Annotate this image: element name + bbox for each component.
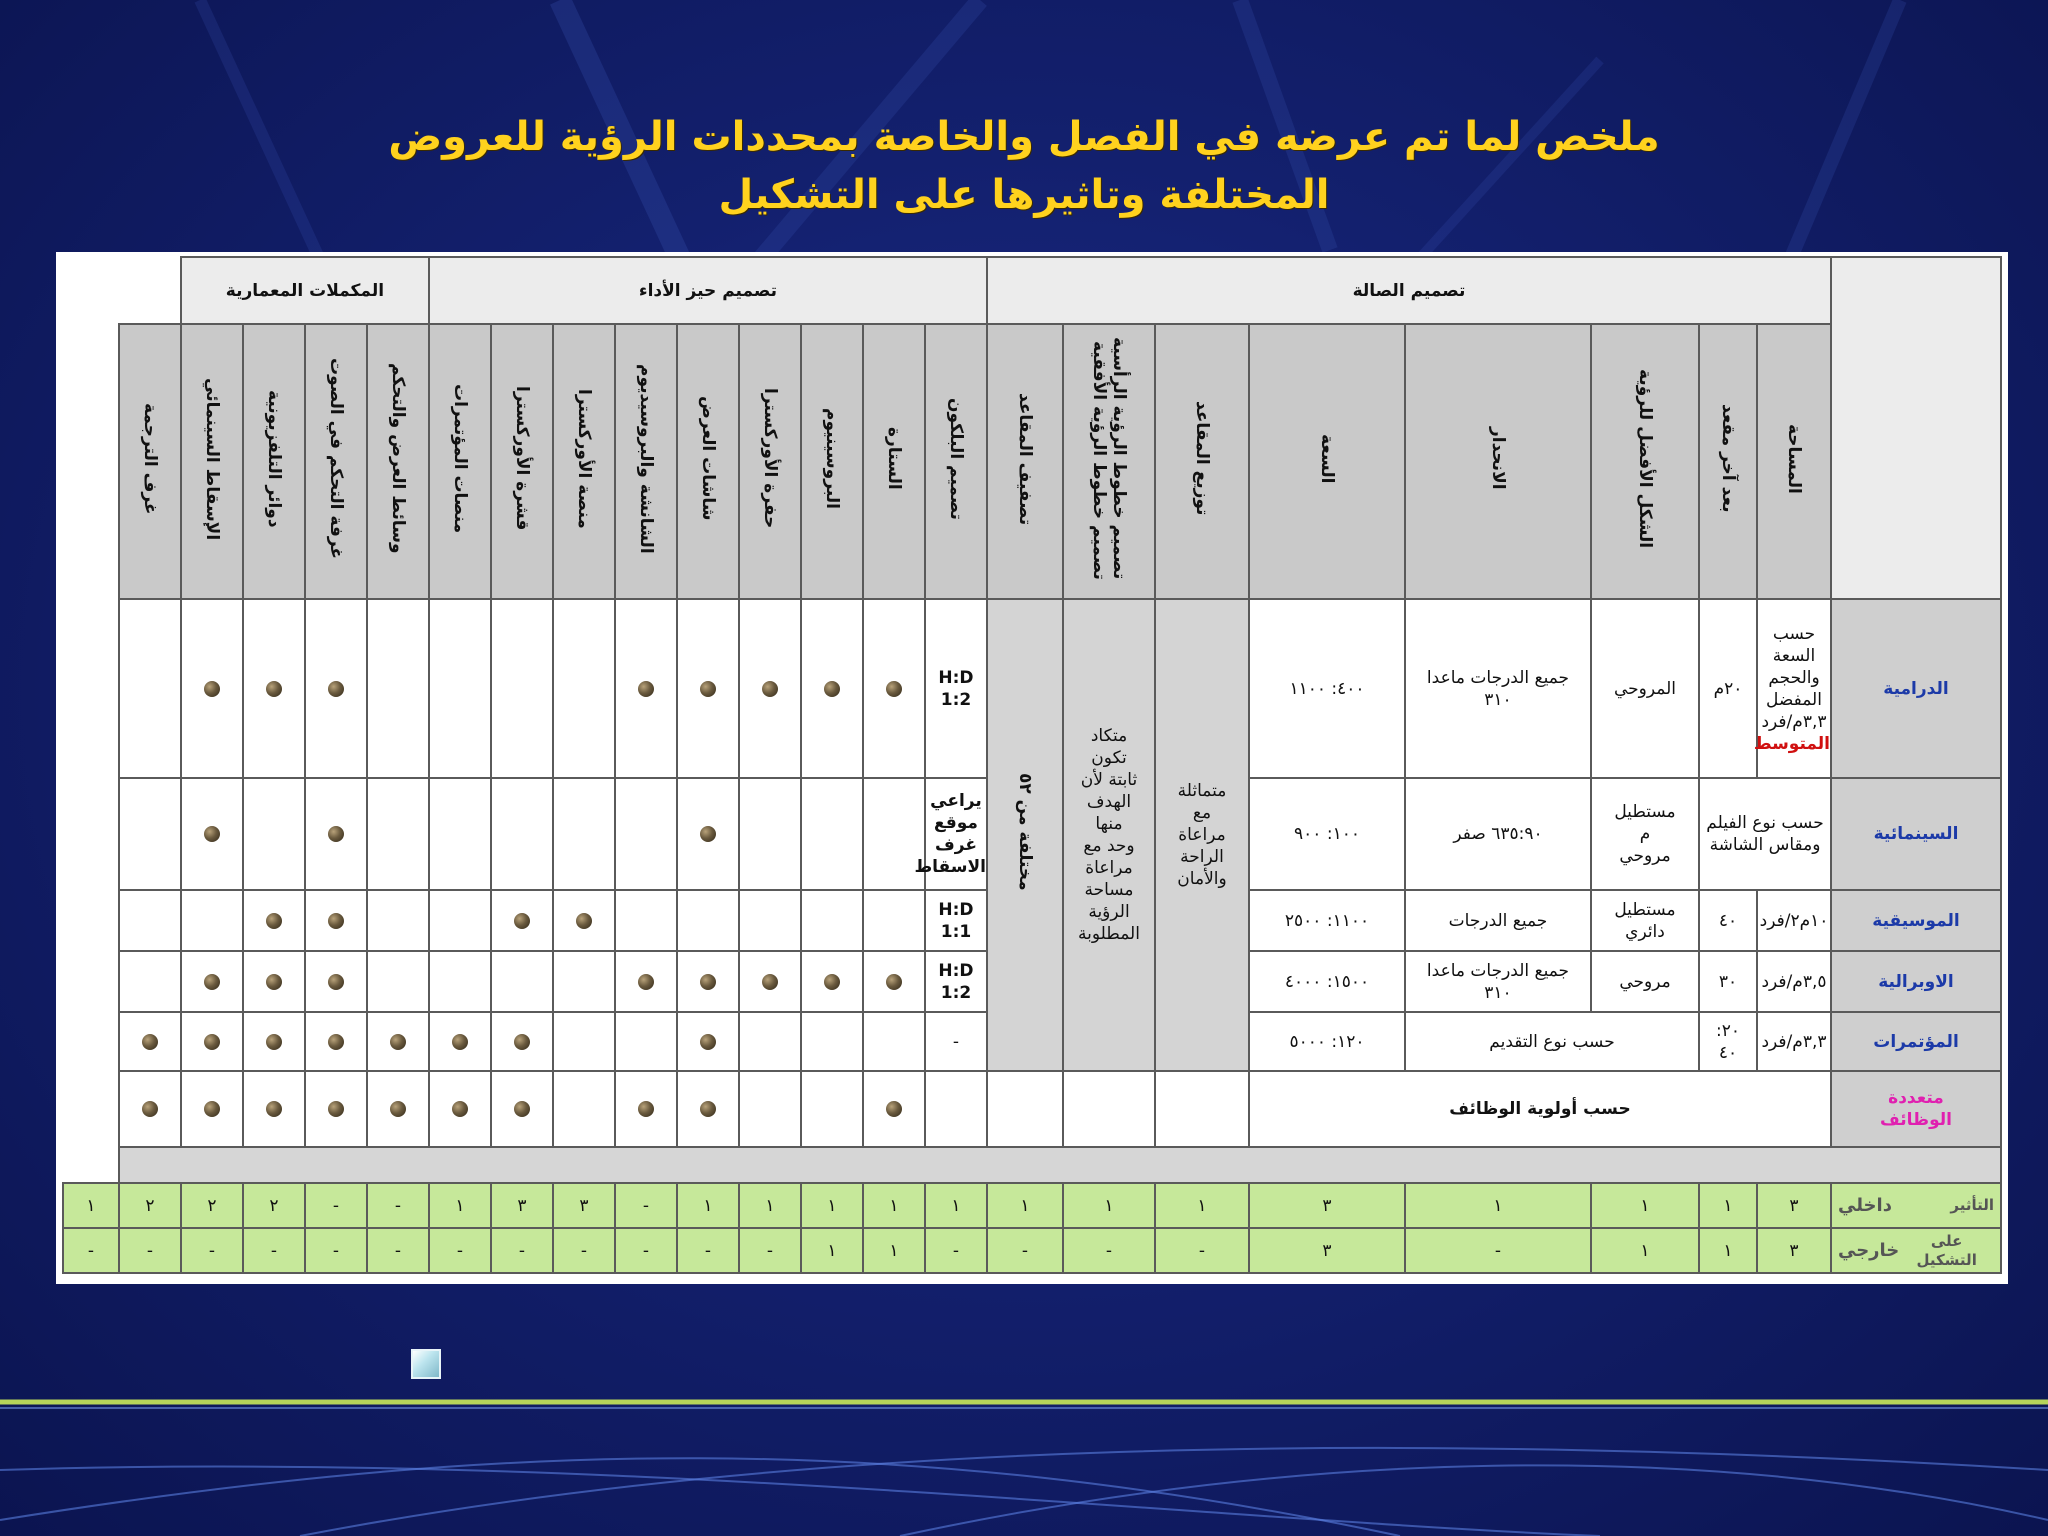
effect-external-cell: - <box>553 1228 615 1273</box>
drama-projection <box>181 599 243 778</box>
mark-dot <box>514 913 530 929</box>
effect-internal-cell: ٢ <box>181 1183 243 1228</box>
music-shape: مستطيل دائري <box>1591 890 1699 951</box>
header-media: وسائط العرض والتحكم <box>367 324 429 599</box>
mark-dot <box>266 974 282 990</box>
mark-dot <box>762 681 778 697</box>
slide-title-line2: المختلفة وتاثيرها على التشكيل <box>718 172 1330 218</box>
music-shell <box>491 890 553 951</box>
opera-platform <box>553 951 615 1012</box>
table-row-drama <box>63 599 2001 778</box>
mark-dot <box>204 1034 220 1050</box>
opera-tower <box>615 951 677 1012</box>
effect-external-cell: ٣ <box>1249 1228 1405 1273</box>
effect-internal-cell: ٣ <box>1757 1183 1831 1228</box>
header-control-room: غرفة التحكم في الصوت <box>305 324 367 599</box>
cinema-rostrum <box>429 778 491 890</box>
drama-proscenium <box>801 599 863 778</box>
header-tv: دوائر التلفزيونية <box>243 324 305 599</box>
multi-proscenium <box>801 1071 863 1146</box>
mark-dot <box>886 1101 902 1117</box>
header-seat-stagger: تصفيف المقاعد <box>987 324 1063 599</box>
mark-dot <box>638 681 654 697</box>
group-stage: تصميم حيز الأداء <box>429 257 987 324</box>
mark-dot <box>700 826 716 842</box>
cinema-projection <box>181 778 243 890</box>
mark-dot <box>328 826 344 842</box>
effect-internal-cell: ٢ <box>119 1183 181 1228</box>
cinema-orchestra-pit <box>739 778 801 890</box>
table-row-multi <box>63 1071 2001 1146</box>
effect-external-cell: - <box>181 1228 243 1273</box>
opera-screens <box>677 951 739 1012</box>
opera-orchestra-pit <box>739 951 801 1012</box>
mark-dot <box>638 1101 654 1117</box>
multi-media <box>367 1071 429 1146</box>
effect-internal-cell: - <box>367 1183 429 1228</box>
effect-internal-cell: ٢ <box>243 1183 305 1228</box>
mark-dot <box>266 681 282 697</box>
multi-platform <box>553 1071 615 1146</box>
conf-box: - <box>925 1012 987 1071</box>
slide-title <box>300 108 1748 224</box>
music-projection <box>181 890 243 951</box>
header-curtain: الستارة <box>863 324 925 599</box>
effect-external-cell: - <box>925 1228 987 1273</box>
cinema-control-room <box>305 778 367 890</box>
effect-external-cell: - <box>987 1228 1063 1273</box>
cinema-screens <box>677 778 739 890</box>
group-arch: المكملات المعمارية <box>181 257 429 324</box>
mark-dot <box>266 913 282 929</box>
conf-proscenium <box>801 1012 863 1071</box>
effect-label: التأثير <box>1950 1196 1994 1215</box>
drama-media <box>367 599 429 778</box>
header-capacity: السعة <box>1249 324 1405 599</box>
effect-internal-cell: ٣ <box>491 1183 553 1228</box>
music-box: H:D 1:1 <box>925 890 987 951</box>
cinema-box: يراعي موقع غرف الاسقاط <box>925 778 987 890</box>
effect-external-cell: ١ <box>863 1228 925 1273</box>
mark-dot <box>700 1101 716 1117</box>
mark-dot <box>328 681 344 697</box>
row-label-drama: الدرامية <box>1831 599 2001 778</box>
effect-external-cell: - <box>429 1228 491 1273</box>
conf-projection <box>181 1012 243 1071</box>
cinema-capacity: ١٠٠: ٩٠٠ <box>1249 778 1405 890</box>
multi-control-room <box>305 1071 367 1146</box>
multi-screens <box>677 1071 739 1146</box>
conf-control-room <box>305 1012 367 1071</box>
row-label-opera: الاوبرالية <box>1831 951 2001 1012</box>
multi-tower <box>615 1071 677 1146</box>
effect-external-cell: - <box>1155 1228 1249 1273</box>
music-platform <box>553 890 615 951</box>
header-rostrum: منصات المؤتمرات <box>429 324 491 599</box>
conf-translation <box>119 1012 181 1071</box>
effect-internal-cell: ١ <box>677 1183 739 1228</box>
effect-external-cell: - <box>615 1228 677 1273</box>
drama-tower <box>615 599 677 778</box>
header-screens: شاشات العرض <box>677 324 739 599</box>
conf-area: ٣,٣م/فرد <box>1757 1012 1831 1071</box>
effect-external-cell: ٣ <box>1757 1228 1831 1273</box>
header-best-shape: الشكل الأفضل للرؤية <box>1591 324 1699 599</box>
slide-title-line1: ملخص لما تم عرضه في الفصل والخاصة بمحددات الرؤية للعروض <box>388 114 1660 160</box>
effect-internal-cell: ١ <box>1591 1183 1699 1228</box>
conf-tower <box>615 1012 677 1071</box>
mark-dot <box>886 974 902 990</box>
effect-external-cell: - <box>119 1228 181 1273</box>
conf-media <box>367 1012 429 1071</box>
multi-translation <box>119 1071 181 1146</box>
effect-internal-cell: ١ <box>1405 1183 1591 1228</box>
cinema-area: حسب نوع الفيلم ومقاس الشاشة <box>1699 778 1831 890</box>
effect-external-label: خارجي <box>1838 1239 1900 1261</box>
mark-dot <box>204 681 220 697</box>
music-curtain <box>863 890 925 951</box>
header-shell: قشرة الأوركسترا <box>491 324 553 599</box>
mark-dot <box>700 681 716 697</box>
seating-merged: متماثلة مع مراعاة الراحة والأمان <box>1155 599 1249 1071</box>
drama-tv <box>243 599 305 778</box>
effect-internal-cell: - <box>615 1183 677 1228</box>
drama-orchestra-pit <box>739 599 801 778</box>
table-row-effect-internal <box>63 1183 2001 1228</box>
effect-external-cell: - <box>243 1228 305 1273</box>
conf-platform <box>553 1012 615 1071</box>
effect-external-cell: ١ <box>1699 1228 1757 1273</box>
header-distance: بعد آخر مقعد <box>1699 324 1757 599</box>
mark-dot <box>390 1101 406 1117</box>
multi-sight <box>1063 1071 1155 1146</box>
multi-seating <box>1155 1071 1249 1146</box>
effect-external-cell: - <box>1063 1228 1155 1273</box>
drama-curtain <box>863 599 925 778</box>
mark-dot <box>700 1034 716 1050</box>
opera-translation <box>119 951 181 1012</box>
effect-external-cell: - <box>1405 1228 1591 1273</box>
cinema-tv <box>243 778 305 890</box>
header-projection: الإسقاط السينمائي <box>181 324 243 599</box>
mark-dot <box>328 974 344 990</box>
drama-distance: ٢٠م <box>1699 599 1757 778</box>
music-control-room <box>305 890 367 951</box>
drama-control-room <box>305 599 367 778</box>
separator-cell <box>119 1147 2001 1184</box>
seat-stagger-merged: مختلفة من ٥٢ <box>987 599 1063 1071</box>
effect-external-cell: ١ <box>1591 1228 1699 1273</box>
effect-internal-cell: ١ <box>739 1183 801 1228</box>
mark-dot <box>638 974 654 990</box>
opera-proscenium <box>801 951 863 1012</box>
effect-label-internal <box>1831 1183 2001 1228</box>
row-label-cinema: السينمائية <box>1831 778 2001 890</box>
cinema-translation <box>119 778 181 890</box>
mark-dot <box>328 913 344 929</box>
conf-curtain <box>863 1012 925 1071</box>
effect-internal-cell: ٣ <box>1249 1183 1405 1228</box>
effect-external-cell: - <box>367 1228 429 1273</box>
header-platform: منصة الأوركسترا <box>553 324 615 599</box>
drama-shell <box>491 599 553 778</box>
cinema-tower <box>615 778 677 890</box>
mark-dot <box>204 974 220 990</box>
opera-media <box>367 951 429 1012</box>
music-screens <box>677 890 739 951</box>
header-sight-lines: تصميم خطوط الرؤية الرأسيةتصميم خطوط الرؤية الأفقية <box>1063 324 1155 599</box>
header-seating: توزيع المقاعد <box>1155 324 1249 599</box>
multi-projection <box>181 1071 243 1146</box>
conf-rostrum <box>429 1012 491 1071</box>
cinema-proscenium <box>801 778 863 890</box>
effect-internal-cell: ١ <box>801 1183 863 1228</box>
table-row-effect-external <box>63 1228 2001 1273</box>
music-orchestra-pit <box>739 890 801 951</box>
row-label-multi: متعددة الوظائف <box>1831 1071 2001 1146</box>
conf-screens <box>677 1012 739 1071</box>
row-label-music: الموسيقية <box>1831 890 2001 951</box>
conf-capacity: ١٢٠: ٥٠٠٠ <box>1249 1012 1405 1071</box>
cinema-shell <box>491 778 553 890</box>
effect-external-cell: - <box>739 1228 801 1273</box>
conf-orchestra-pit <box>739 1012 801 1071</box>
effect-internal-label: داخلي <box>1838 1194 1892 1216</box>
mark-dot <box>204 1101 220 1117</box>
conf-distance: ٢٠: ٤٠ <box>1699 1012 1757 1071</box>
conf-tv <box>243 1012 305 1071</box>
effect-external-cell: - <box>63 1228 119 1273</box>
effect-internal-cell: ٣ <box>553 1183 615 1228</box>
effect-internal-cell: ١ <box>987 1183 1063 1228</box>
music-proscenium <box>801 890 863 951</box>
mark-dot <box>328 1101 344 1117</box>
mark-dot <box>204 826 220 842</box>
mark-dot <box>824 681 840 697</box>
multi-box <box>925 1071 987 1146</box>
table-separator-row <box>63 1147 2001 1184</box>
cinema-elevation: ٦٣٥:٩٠ صفر <box>1405 778 1591 890</box>
header-box-design: تصميم البلكون <box>925 324 987 599</box>
music-capacity: ١١٠٠: ٢٥٠٠ <box>1249 890 1405 951</box>
effect-internal-cell: ١ <box>925 1183 987 1228</box>
effect-internal-cell: - <box>305 1183 367 1228</box>
effect-internal-cell: ١ <box>863 1183 925 1228</box>
group-header-row <box>63 257 2001 324</box>
sight-lines-merged: متكاد تكون ثابتة لأن الهدف منها وحد مع مراعاة مساحة الرؤية المطلوبة <box>1063 599 1155 1071</box>
multi-shell <box>491 1071 553 1146</box>
opera-area: ٣,٥م/فرد <box>1757 951 1831 1012</box>
multi-text: حسب أولوية الوظائف <box>1249 1071 1831 1146</box>
opera-rostrum <box>429 951 491 1012</box>
effect-internal-cell: ١ <box>63 1183 119 1228</box>
music-media <box>367 890 429 951</box>
mark-dot <box>266 1034 282 1050</box>
music-area: ١٠م٢/فرد <box>1757 890 1831 951</box>
mark-dot <box>514 1101 530 1117</box>
header-proscenium: البروسينيوم <box>801 324 863 599</box>
effect-external-cell: - <box>677 1228 739 1273</box>
multi-rostrum <box>429 1071 491 1146</box>
opera-control-room <box>305 951 367 1012</box>
mark-dot <box>390 1034 406 1050</box>
opera-shell <box>491 951 553 1012</box>
mark-dot <box>886 681 902 697</box>
mark-dot <box>452 1034 468 1050</box>
drama-shape: المروحي <box>1591 599 1699 778</box>
corner-cell <box>1831 257 2001 599</box>
header-orchestra-pit: حفرة الأوركسترا <box>739 324 801 599</box>
music-distance: ٤٠ <box>1699 890 1757 951</box>
group-hall: تصميم الصالة <box>987 257 1831 324</box>
mark-dot <box>514 1034 530 1050</box>
header-tower: الشانشة والبروسيديوم <box>615 324 677 599</box>
opera-curtain <box>863 951 925 1012</box>
opera-shape: مروحي <box>1591 951 1699 1012</box>
opera-capacity: ١٥٠٠: ٤٠٠٠ <box>1249 951 1405 1012</box>
music-translation <box>119 890 181 951</box>
header-area: المساحة <box>1757 324 1831 599</box>
mark-dot <box>700 974 716 990</box>
drama-screens <box>677 599 739 778</box>
slide-nav-button[interactable] <box>411 1349 441 1379</box>
effect-label-continued: على التشكيل <box>1916 1231 1977 1269</box>
multi-orchestra-pit <box>739 1071 801 1146</box>
cinema-platform <box>553 778 615 890</box>
summary-table <box>62 256 2002 1274</box>
mark-dot <box>762 974 778 990</box>
effect-label-external <box>1831 1228 2001 1273</box>
effect-external-cell: - <box>491 1228 553 1273</box>
effect-internal-cell: ١ <box>1699 1183 1757 1228</box>
header-elevation: الانحدار <box>1405 324 1591 599</box>
cinema-shape: مستطيل م مروحي <box>1591 778 1699 890</box>
drama-capacity: ٤٠٠: ١١٠٠ <box>1249 599 1405 778</box>
cinema-media <box>367 778 429 890</box>
opera-tv <box>243 951 305 1012</box>
effect-external-cell: - <box>305 1228 367 1273</box>
opera-projection <box>181 951 243 1012</box>
conf-elevation: حسب نوع التقديم <box>1405 1012 1699 1071</box>
multi-tv <box>243 1071 305 1146</box>
mark-dot <box>266 1101 282 1117</box>
multi-stagger <box>987 1071 1063 1146</box>
effect-external-cell: ١ <box>801 1228 863 1273</box>
effect-internal-cell: ١ <box>429 1183 491 1228</box>
drama-platform <box>553 599 615 778</box>
row-label-conf: المؤتمرات <box>1831 1012 2001 1071</box>
mark-dot <box>142 1034 158 1050</box>
mark-dot <box>576 913 592 929</box>
header-translation: غرف الترجمة <box>119 324 181 599</box>
music-rostrum <box>429 890 491 951</box>
column-header-row <box>63 324 2001 599</box>
effect-internal-cell: ١ <box>1155 1183 1249 1228</box>
mark-dot <box>328 1034 344 1050</box>
opera-distance: ٣٠ <box>1699 951 1757 1012</box>
opera-box: H:D 1:2 <box>925 951 987 1012</box>
music-tv <box>243 890 305 951</box>
music-elevation: جميع الدرجات <box>1405 890 1591 951</box>
drama-elevation: جميع الدرجات ماعدا ٣١٠ <box>1405 599 1591 778</box>
effect-internal-cell: ١ <box>1063 1183 1155 1228</box>
mark-dot <box>824 974 840 990</box>
drama-rostrum <box>429 599 491 778</box>
drama-translation <box>119 599 181 778</box>
opera-elevation: جميع الدرجات ماعدا ٣١٠ <box>1405 951 1591 1012</box>
mark-dot <box>142 1101 158 1117</box>
multi-curtain <box>863 1071 925 1146</box>
conf-shell <box>491 1012 553 1071</box>
music-tower <box>615 890 677 951</box>
drama-area: حسب السعة والحجم المفضل ٣,٣م/فرد المتوسط <box>1757 599 1831 778</box>
mark-dot <box>452 1101 468 1117</box>
summary-table-sheet <box>56 252 2008 1284</box>
drama-box: H:D 1:2 <box>925 599 987 778</box>
